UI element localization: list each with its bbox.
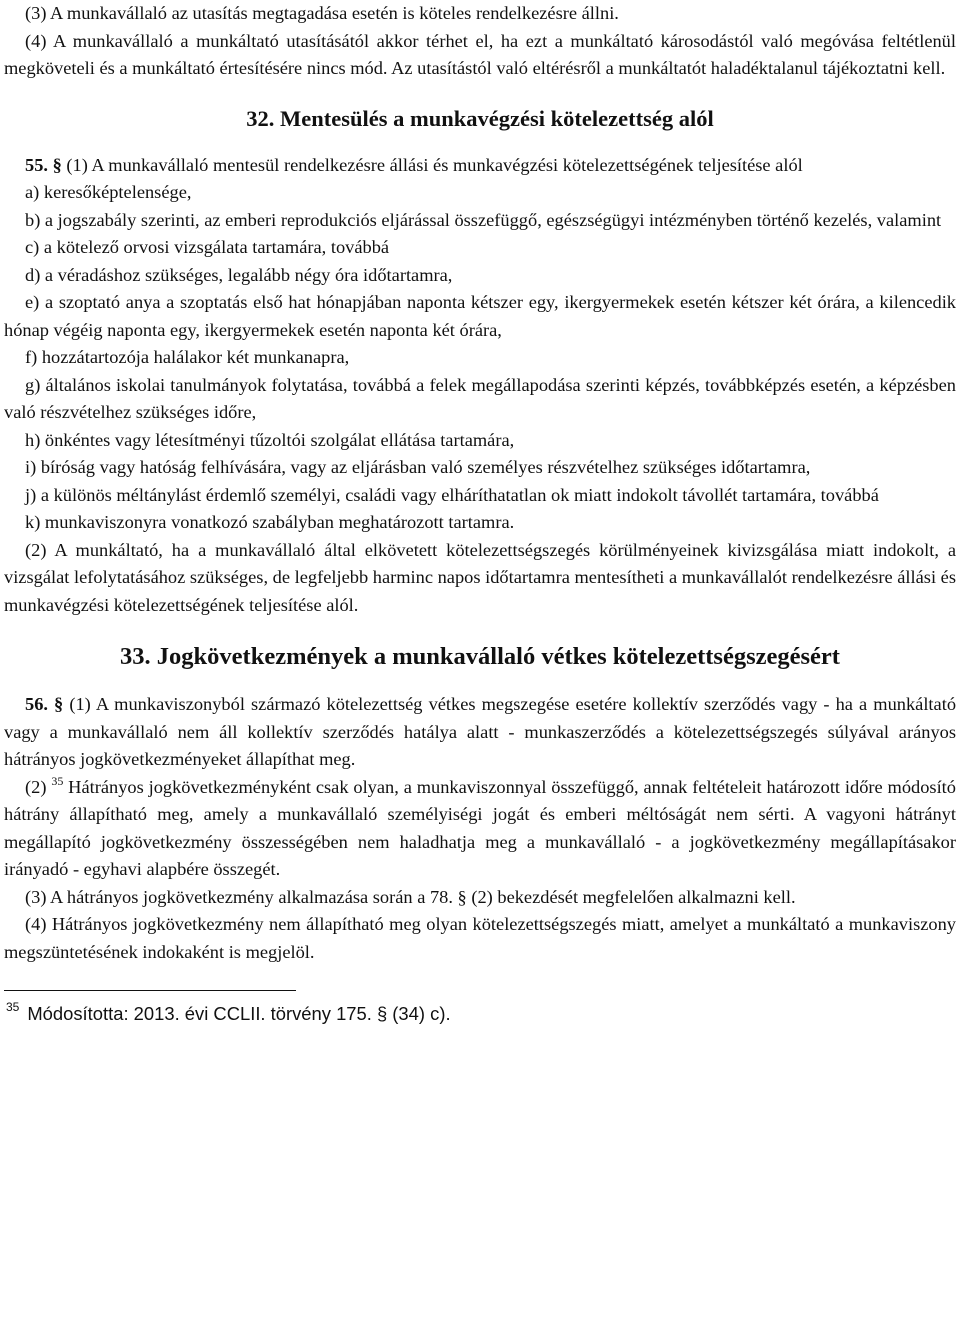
list-item: g) általános iskolai tanulmányok folytatása, továbbá a felek megállapodása szerinti képzés, továbbképzés esetén, a képzésben való részvételhez szükséges időre, — [4, 374, 956, 422]
list-item: e) a szoptató anya a szoptatás első hat hónapjában naponta kétszer egy, ikergyermekek esetén kétszer két órára, a kilencedik hónap végéig naponta egy, ikergyermekek esetén naponta két órára, — [4, 292, 956, 340]
section-56-paragraph-1 — [4, 691, 956, 774]
section-56-paragraph-2 — [4, 774, 956, 884]
section-55-paragraph-2: (2) A munkáltató, ha a munkavállaló által elkövetett kötelezettségszegés körülményeinek kivizsgálása miatt indokolt, a vizsgálat lefolytatásához szükséges, de legfeljebb harminc napos időtartamra mentesítheti a munkavállalót rendelkezésre állási és munkavégzési kötelezettségének teljesítése alól. — [4, 539, 956, 615]
section-56-paragraph-3: (3) A hátrányos jogkövetkezmény alkalmazása során a 78. § (2) bekezdését megfelelően alkalmazni kell. — [25, 886, 796, 907]
footnote-reference[interactable]: 35 — [51, 773, 64, 788]
section-56-paragraph-4: (4) Hátrányos jogkövetkezmény nem állapítható meg olyan kötelezettségszegés miatt, amelyet a munkáltató a munkaviszony megszüntetésének indokaként is megjelöl. — [4, 914, 956, 962]
list-item: c) a kötelező orvosi vizsgálata tartamára, továbbá — [25, 237, 390, 257]
footnote-divider — [4, 990, 296, 991]
section-55-paragraph-1 — [4, 152, 956, 180]
section-32-heading: 32. Mentesülés a munkavégzési kötelezettség alól — [246, 105, 714, 131]
list-item: h) önkéntes vagy létesítményi tűzoltói szolgálat ellátása tartamára, — [25, 429, 515, 450]
footnote-number: 35 — [6, 1000, 20, 1014]
section-55-number: 55. § — [25, 154, 62, 175]
section-55-p1-text: (1) A munkavállaló mentesül rendelkezésre állási és munkavégzési kötelezettségének teljesítése alól — [66, 154, 803, 175]
section-56-p2-prefix: (2) — [25, 776, 47, 797]
section-56-p2-text: Hátrányos jogkövetkezményként csak olyan, a munkaviszonnyal összefüggő, annak feltételeit határozott időre módosító hátrány állapítható meg, amely a munkavállaló személyiségi jogát és emberi méltóságát nem sérti. A vagyoni hátrányt megállapító jogkövetkezmény összességében nem haladhatja meg a munkavállaló - a jogkövetkezmény megállapításakor irányadó - egyhavi alapbére összegét. — [4, 776, 956, 879]
footnote-text: Módosította: 2013. évi CCLII. törvény 175. § (34) c). — [27, 1003, 451, 1024]
exemption-list — [4, 179, 956, 537]
list-item: a) keresőképtelensége, — [25, 182, 192, 202]
section-33-heading: 33. Jogkövetkezmények a munkavállaló vétkes kötelezettségszegésért — [120, 643, 840, 670]
list-item: d) a véradáshoz szükséges, legalább négy óra időtartamra, — [25, 264, 453, 285]
footnote — [4, 995, 956, 1026]
list-item: f) hozzátartozója halálakor két munkanapra, — [25, 347, 350, 367]
section-56-number: 56. § — [25, 694, 64, 714]
list-item: b) a jogszabály szerinti, az emberi reprodukciós eljárással összefüggő, egészségügyi intézményben történő kezelés, valamint — [25, 209, 942, 230]
list-item: j) a különös méltánylást érdemlő személyi, családi vagy elháríthatatlan ok miatt indokolt távollét tartamára, továbbá — [25, 484, 879, 505]
paragraph-3: (3) A munkavállaló az utasítás megtagadása esetén is köteles rendelkezésre állni. — [25, 3, 619, 23]
list-item: k) munkaviszonyra vonatkozó szabályban meghatározott tartamra. — [25, 512, 515, 532]
section-56-p1-text: (1) A munkaviszonyból származó kötelezettség vétkes megszegése esetére kollektív szerződés vagy - ha a munkáltató vagy a munkavállaló nem áll kollektív szerződés hatálya alatt - munkaszerződés a kötelezettségszegés súlyával arányos hátrányos jogkövetkezményeket állapíthat meg. — [4, 694, 957, 769]
paragraph-4: (4) A munkavállaló a munkáltató utasításától akkor térhet el, ha ezt a munkáltató károsodástól való megóvása feltétlenül megköveteli és a munkáltató értesítésére nincs mód. Az utasítástól való eltérésről a munkáltatót haladéktalanul tájékoztatni kell. — [4, 30, 956, 78]
list-item: i) bíróság vagy hatóság felhívására, vagy az eljárásban való személyes részvételhez szükséges időtartamra, — [25, 457, 811, 477]
